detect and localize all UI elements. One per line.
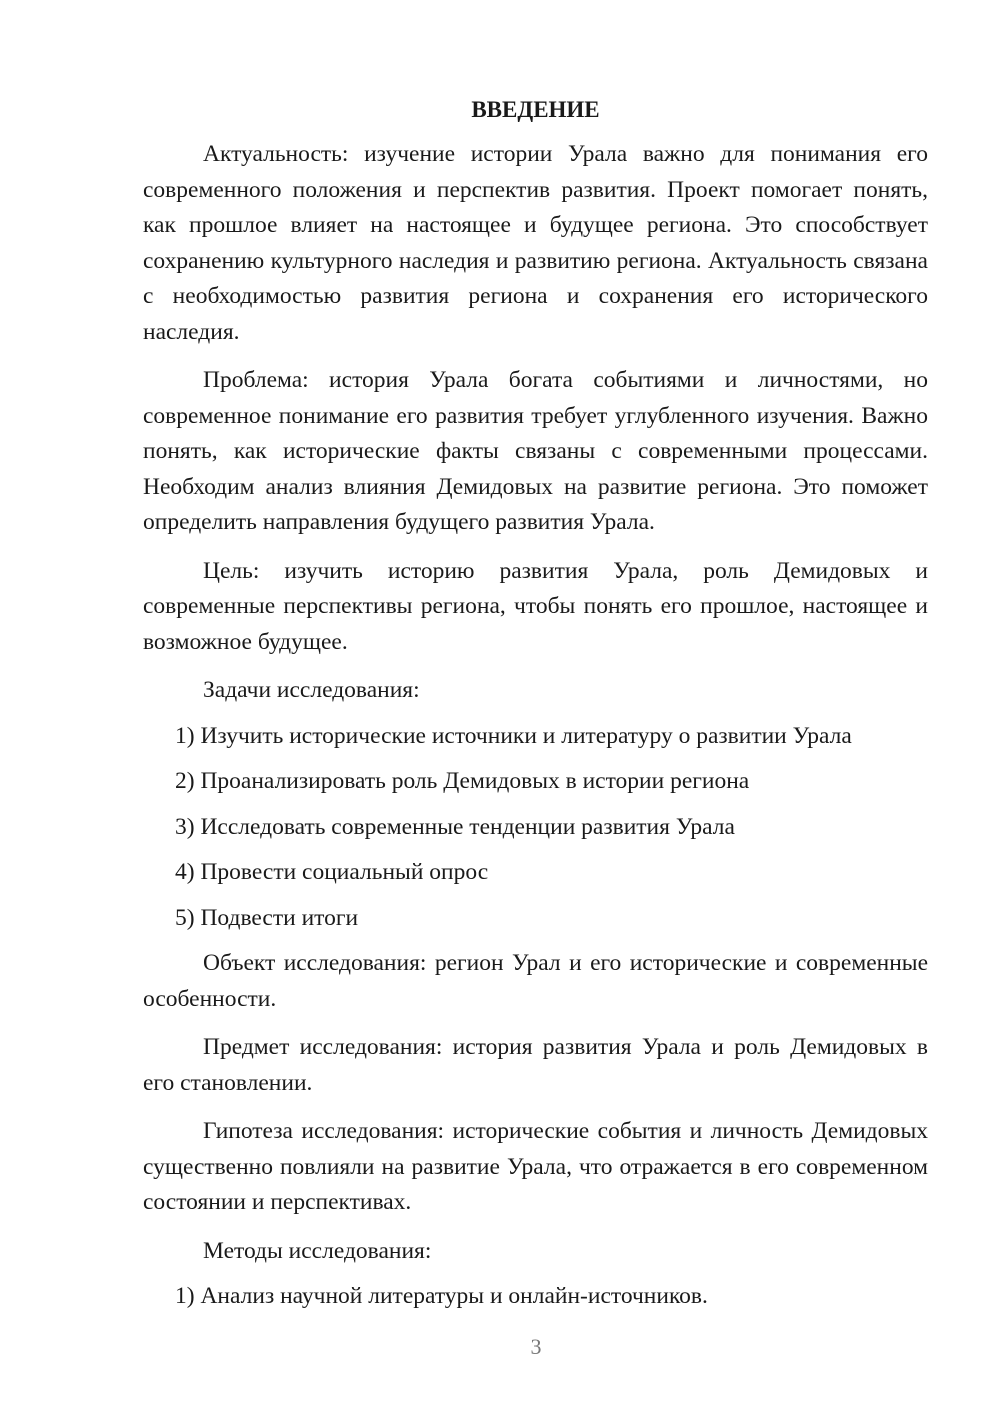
tasks-list	[143, 719, 928, 937]
goal-paragraph: Цель: изучить историю развития Урала, роль Демидовых и современные перспективы региона, чтобы понять его прошлое, настоящее и возможное будущее.	[143, 557, 928, 655]
list-item: 5) Подвести итоги	[175, 904, 359, 931]
methods-list	[143, 1279, 928, 1315]
list-item: 2) Проанализировать роль Демидовых в истории региона	[175, 768, 750, 794]
list-item: 3) Исследовать современные тенденции развития Урала	[175, 813, 735, 840]
object-paragraph: Объект исследования: регион Урал и его исторические и современные особенности.	[143, 950, 928, 1012]
document-page	[143, 95, 928, 1325]
relevance-paragraph: Актуальность: изучение истории Урала важно для понимания его современного положения и перспектив развития. Проект помогает понять, как прошлое влияет на настоящее и будущее региона. Это способствует сохранению культурного наследия и развитию региона. Актуальность связана с необходимостью развития региона и сохранения его исторического наследия.	[143, 141, 928, 345]
page-number: 3	[530, 1334, 542, 1359]
list-item: 1) Анализ научной литературы и онлайн-источников.	[175, 1283, 708, 1309]
page-title: ВВЕДЕНИЕ	[471, 97, 600, 122]
problem-paragraph: Проблема: история Урала богата событиями и личностями, но современное понимание его развития требует углубленного изучения. Важно понять, как исторические факты связаны с современными процессами. Необходим анализ влияния Демидовых на развитие региона. Это поможет определить направления будущего развития Урала.	[143, 367, 928, 535]
subject-paragraph: Предмет исследования: история развития Урала и роль Демидовых в его становлении.	[143, 1034, 928, 1096]
list-item: 4) Провести социальный опрос	[175, 859, 489, 885]
methods-label: Методы исследования:	[203, 1237, 432, 1264]
tasks-label: Задачи исследования:	[203, 677, 420, 703]
list-item: 1) Изучить исторические источники и литературу о развитии Урала	[175, 722, 852, 749]
hypothesis-paragraph: Гипотеза исследования: исторические события и личность Демидовых существенно повлияли на развитие Урала, что отражается в его современном состоянии и перспективах.	[143, 1118, 928, 1215]
